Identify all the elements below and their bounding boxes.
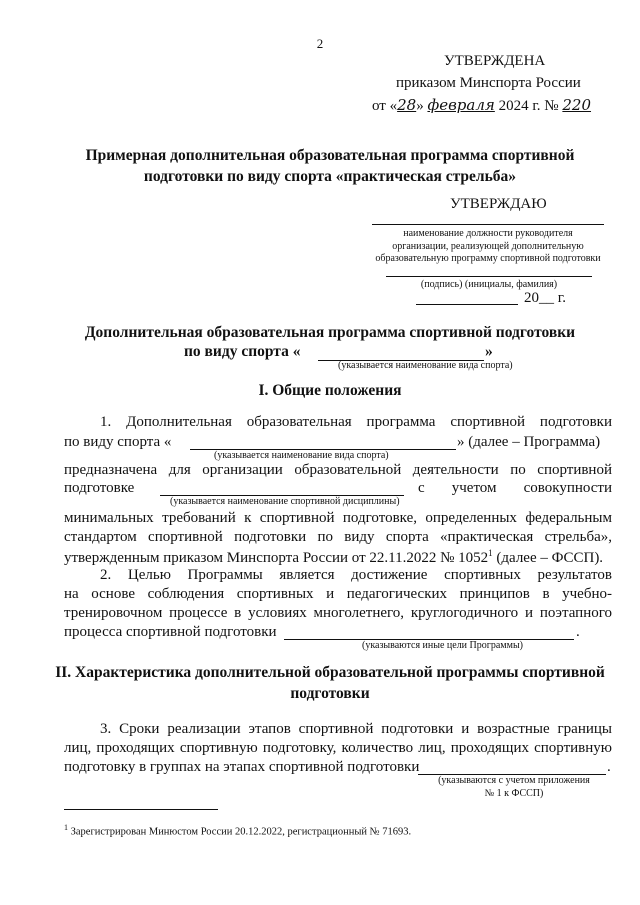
program-title-line-2-prefix: по виду спорта « — [184, 343, 301, 360]
footnote-separator — [64, 809, 218, 810]
p3-line-3: подготовку в группах на этапах спортивной подготовки — [64, 759, 420, 775]
approve-heading: УТВЕРЖДАЮ — [450, 196, 547, 212]
p1-line-7: утвержденным приказом Минспорта России от 22.11.2022 № 1052$^1$ (далее – ФССП). — [64, 548, 604, 566]
p1-line-6: стандартом спортивной подготовки по виду спорта «практическая стрельба», — [64, 529, 612, 545]
p1-note-1: (указывается наименование вида спорта) — [214, 450, 389, 461]
approval-number-handwritten: 220 — [562, 96, 592, 114]
p1-line-1: 1. Дополнительная образовательная программа спортивной подготовки — [100, 414, 612, 430]
page-number: 2 — [316, 36, 324, 51]
p2-line-3: тренировочном процессе в условиях многолетнего, круглогодичного и поэтапного — [64, 605, 612, 621]
position-line — [372, 224, 604, 225]
p2-line-4: процесса спортивной подготовки — [64, 624, 277, 640]
section-2-heading-line-2: подготовки — [290, 685, 370, 702]
p1-line-5: минимальных требований к спортивной подготовке, определенных федеральным — [64, 510, 612, 526]
program-title-line-2-suffix: » — [485, 343, 493, 360]
p2-line-1: 2. Целью Программы является достижение спортивных результатов — [100, 567, 612, 583]
footnote-text: Зарегистрирован Минюстом России 20.12.2022, регистрационный № 71693. — [68, 826, 412, 838]
section-1-heading: I. Общие положения — [258, 382, 402, 399]
signature-note: (подпись) (инициалы, фамилия) — [420, 279, 558, 290]
title-line-2: подготовки по виду спорта «практическая стрельба» — [143, 168, 517, 185]
p1-line-3: предназначена для организации образовательной деятельности по спортивной — [64, 462, 612, 478]
position-note: наименование должности руководителя организации, реализующей дополнительную образовательную программу спортивной подготовки — [375, 228, 601, 264]
approval-day-handwritten: 28 — [397, 96, 417, 114]
p1-note-2: (указывается наименование спортивной дисциплины) — [170, 496, 400, 507]
p3-line-2: лиц, проходящих спортивную подготовку, количество лиц, проходящих спортивную — [64, 740, 612, 756]
approval-heading: УТВЕРЖДЕНА — [444, 53, 546, 69]
p1-line-4-b: с учетом совокупности — [418, 480, 612, 496]
footnote-mark: 1 — [64, 823, 68, 832]
p2-line-4-end: . — [576, 624, 580, 640]
program-title-line-1: Дополнительная образовательная программа спортивной подготовки — [84, 324, 576, 341]
p3-line-3-end: . — [607, 759, 611, 775]
section-2-heading-line-1: II. Характеристика дополнительной образовательной программы спортивной — [55, 664, 605, 681]
title-line-1: Примерная дополнительная образовательная программа спортивной — [85, 147, 575, 164]
signature-line — [386, 276, 592, 277]
section-2-heading — [40, 662, 620, 704]
approval-year: 2024 г. № — [498, 98, 559, 114]
approval-mid: » — [416, 98, 424, 114]
approval-date-line — [372, 96, 591, 115]
p2-line-2: на основе соблюдения спортивных и педагогических принципов в учебно- — [64, 586, 612, 602]
footnote — [64, 823, 411, 838]
p1-line-4-a: подготовке — [64, 480, 135, 496]
document-title — [60, 145, 600, 187]
footnote-ref: 1 — [488, 548, 493, 558]
p1-line-2-prefix: по виду спорта « — [64, 434, 172, 450]
p3-note: (указываются с учетом приложения № 1 к ФССП) — [438, 775, 590, 799]
program-title-note: (указывается наименование вида спорта) — [338, 360, 513, 371]
date-year-text: 20__ г. — [524, 290, 566, 306]
p2-note: (указываются иные цели Программы) — [362, 640, 524, 651]
approval-prefix: от « — [372, 98, 398, 114]
p1-line-2-suffix: » (далее – Программа) — [457, 434, 601, 450]
approval-order-line: приказом Минспорта России — [396, 75, 581, 91]
p3-line-1: 3. Сроки реализации этапов спортивной подготовки и возрастные границы — [100, 721, 612, 737]
approval-month-handwritten: февраля — [427, 96, 495, 114]
date-line — [416, 304, 518, 305]
